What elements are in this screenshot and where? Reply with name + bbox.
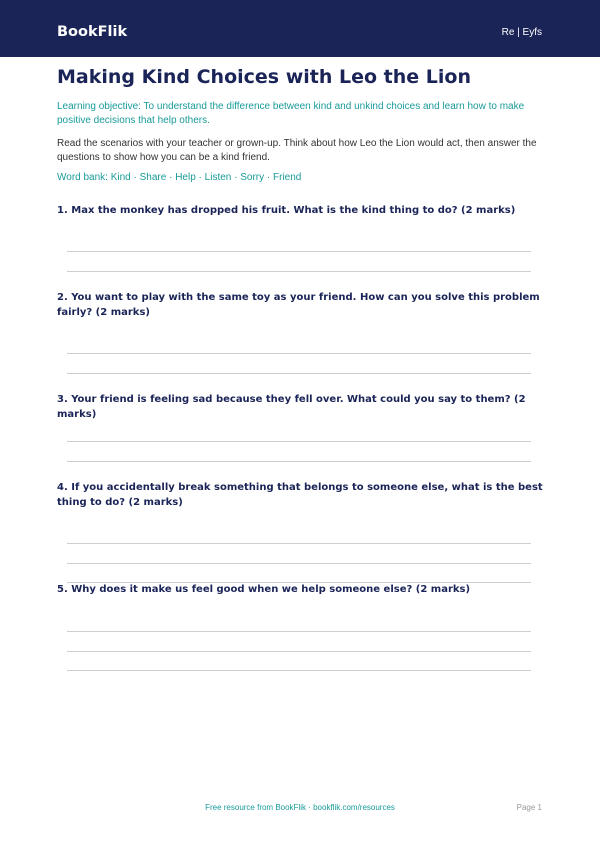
question-4: 4. If you accidentally break something that belongs to someone else, what is the best thing to do? (2 marks) [57,482,543,508]
answer-line-q4-1[interactable] [67,543,531,544]
worksheet-title: Making Kind Choices with Leo the Lion [57,66,471,88]
answer-line-q5-1[interactable] [67,631,531,632]
answer-line-q1-2[interactable] [67,271,531,272]
page-number: Page 1 [516,803,542,812]
answer-line-q5-2[interactable] [67,651,531,652]
word-bank: Word bank: Kind · Share · Help · Listen · Sorry · Friend [57,172,302,183]
answer-line-q4-2[interactable] [67,563,531,564]
question-2: 2. You want to play with the same toy as your friend. How can you solve this problem fairly? (2 marks) [57,292,540,318]
header-bar [0,0,600,57]
answer-line-q3-1[interactable] [67,441,531,442]
brand-logo[interactable]: BookFlik [57,24,128,40]
question-5: 5. Why does it make us feel good when we help someone else? (2 marks) [57,584,471,595]
question-3: 3. Your friend is feeling sad because they fell over. What could you say to them? (2 marks) [57,394,526,420]
subject-level-label: Re | Eyfs [501,27,542,38]
instructions: Read the scenarios with your teacher or grown-up. Think about how Leo the Lion would act, then answer the questions to show how you can be a kind friend. [57,138,537,163]
learning-objective: Learning objective: To understand the difference between kind and unkind choices and learn how to make positive decisions that help others. [57,101,525,126]
question-1: 1. Max the monkey has dropped his fruit. What is the kind thing to do? (2 marks) [57,205,516,216]
answer-line-q5-3[interactable] [67,670,531,671]
answer-line-q2-2[interactable] [67,373,531,374]
footer-link[interactable]: Free resource from BookFlik · bookflik.com/resources [205,803,395,812]
answer-line-q1-1[interactable] [67,251,531,252]
answer-line-q2-1[interactable] [67,353,531,354]
answer-line-q3-2[interactable] [67,461,531,462]
